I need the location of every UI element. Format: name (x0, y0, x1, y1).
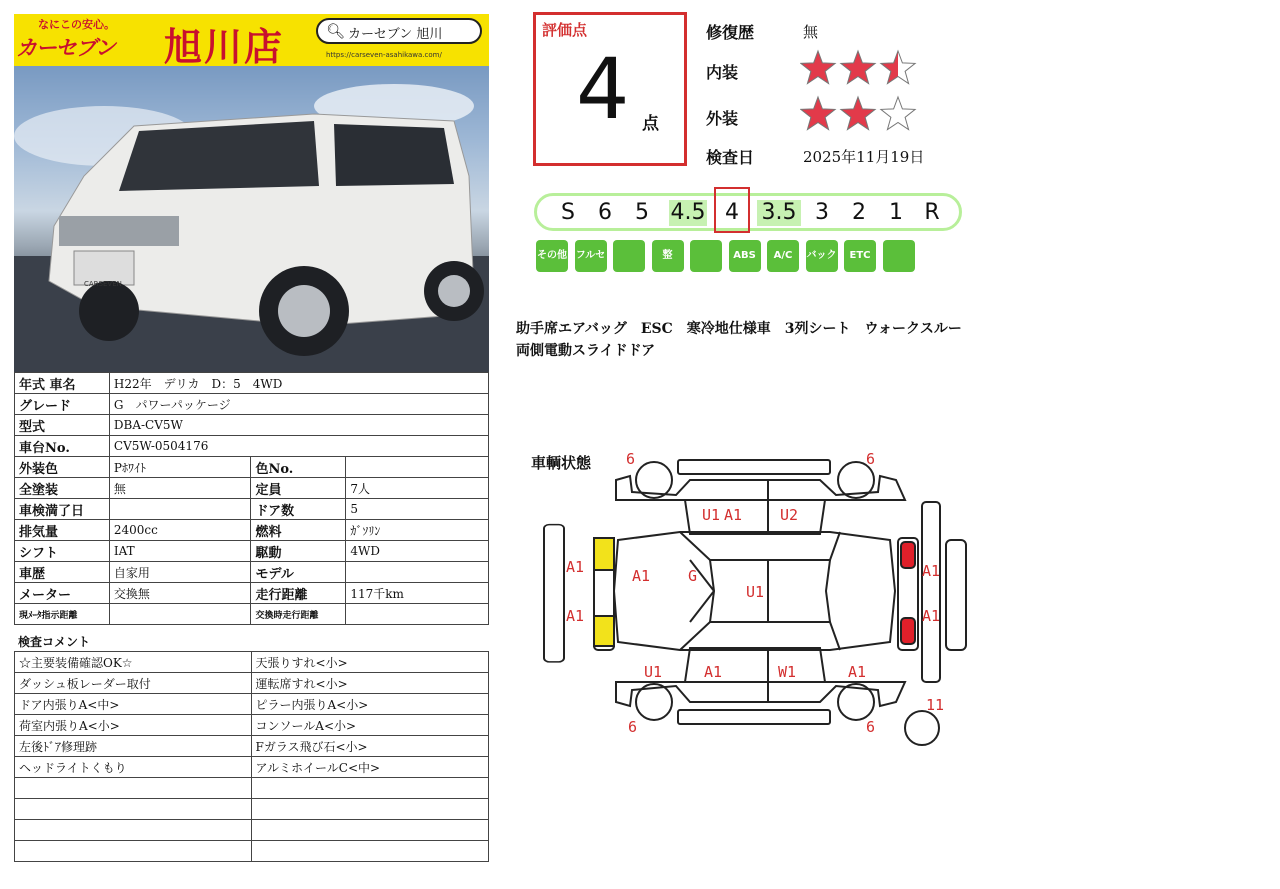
score-box (533, 12, 687, 166)
comment-cell: ☆主要装備確認OK☆ (15, 652, 252, 673)
mark-roof-mid: A1 (724, 506, 743, 524)
spec-value: 117千km (346, 583, 489, 604)
spec-value: 7人 (346, 478, 489, 499)
mark-rear-fender-left: A1 (848, 663, 867, 681)
comment-row (15, 715, 489, 736)
spec-label: 定員 (251, 478, 346, 499)
spec-label: メーター (15, 583, 110, 604)
store-name: 旭川店 (164, 25, 285, 69)
spec-value (109, 499, 251, 520)
grade-scale-item: 6 (598, 200, 612, 225)
option-icon-5: ABS (729, 240, 761, 272)
comment-cell: 天張りすれ<小> (251, 652, 488, 673)
exterior-label: 外装 (706, 109, 739, 128)
mark-front-door-left: A1 (704, 663, 723, 681)
comment-cell: アルミホイールC<中> (251, 757, 488, 778)
comment-cell (251, 820, 488, 841)
comment-row (15, 673, 489, 694)
spec-value: 自家用 (109, 562, 251, 583)
grade-scale-item: 3 (815, 200, 829, 225)
spec-value: 2400cc (109, 520, 251, 541)
spec-value: 5 (346, 499, 489, 520)
comment-cell: 左後ﾄﾞｱ修理跡 (15, 736, 252, 757)
grade-scale-item: R (924, 200, 940, 225)
spec-label: グレード (15, 394, 110, 415)
brand-logo: カーセブン (16, 36, 115, 60)
mark-front-fender-left: U1 (644, 663, 663, 681)
spec-table (14, 372, 489, 625)
option-icon-0: その他 ナビ (536, 240, 568, 272)
score-unit: 点 (642, 114, 659, 134)
comment-cell (251, 799, 488, 820)
option-icon-8: ETC (844, 240, 876, 272)
mark-wheel-rr: 6 (866, 718, 876, 736)
comment-row (15, 820, 489, 841)
repair-value: 無 (803, 23, 819, 41)
spec-label: 外装色 (15, 457, 110, 478)
comment-cell (15, 778, 252, 799)
score-value: 4 (576, 40, 630, 138)
plate-text: CARSEVEN (84, 280, 122, 288)
comments-header: 検査コメント (18, 635, 91, 649)
comment-row (15, 757, 489, 778)
spec-value (109, 604, 251, 625)
spec-label: 交換時走行距離 (251, 604, 346, 625)
spec-value: G パワーパッケージ (109, 394, 488, 415)
spec-label: 年式 車名 (15, 373, 110, 394)
spec-value (346, 457, 489, 478)
comment-row (15, 799, 489, 820)
search-icon: 🔍︎ (326, 22, 346, 40)
banner (14, 14, 489, 69)
date-value: 2025年11月19日 (803, 148, 925, 166)
repair-label: 修復歴 (706, 23, 755, 42)
spec-label: 燃料 (251, 520, 346, 541)
comment-row (15, 652, 489, 673)
spec-label: 駆動 (251, 541, 346, 562)
car-photo (14, 14, 489, 372)
spec-value: ｶﾞｿﾘﾝ (346, 520, 489, 541)
grade-selected-marker (714, 187, 750, 233)
search-text: カーセブン 旭川 (348, 27, 443, 42)
car-illustration (14, 66, 489, 372)
exterior-stars (800, 94, 920, 134)
option-icon-9 (883, 240, 915, 272)
mark-rear-door-left: W1 (778, 663, 797, 681)
grade-scale-item: 2 (852, 200, 866, 225)
mark-rear-bumper-upper: A1 (922, 562, 941, 580)
grade-scale-item: 4.5 (670, 200, 706, 225)
spec-label: 車歴 (15, 562, 110, 583)
comments-table (14, 651, 489, 862)
option-icon-6: A/C (767, 240, 799, 272)
spec-value: CV5W-0504176 (109, 436, 488, 457)
grade-scale-item: 4 (725, 200, 739, 225)
interior-stars (800, 48, 920, 88)
mark-roof: U1 (746, 583, 765, 601)
spec-label: 全塗装 (15, 478, 110, 499)
grade-scale-item: S (561, 200, 575, 225)
mark-spare: 11 (926, 696, 945, 714)
diagram-label: 車輌状態 (531, 454, 592, 472)
mark-hood: A1 (632, 567, 651, 585)
spec-value: IAT (109, 541, 251, 562)
comment-cell: ドア内張りA<中> (15, 694, 252, 715)
comment-cell (15, 799, 252, 820)
spec-value: Pﾎﾜｲﾄ (109, 457, 251, 478)
comment-cell: ピラー内張りA<小> (251, 694, 488, 715)
comment-cell (251, 841, 488, 862)
score-label: 評価点 (542, 21, 588, 39)
comment-cell: 運転席すれ<小> (251, 673, 488, 694)
spec-label: 色No. (251, 457, 346, 478)
banner-url: https://carseven-asahikawa.com/ (326, 51, 442, 59)
spec-value: H22年 デリカ D：5 4WD (109, 373, 488, 394)
mark-windshield: G (688, 567, 698, 585)
grade-scale-item: 1 (889, 200, 903, 225)
spec-label: 車台No. (15, 436, 110, 457)
comment-row (15, 736, 489, 757)
spec-label: 車検満了日 (15, 499, 110, 520)
option-icon-1: フルセグ TV (575, 240, 607, 272)
spec-value (346, 562, 489, 583)
spare-wheel-icon (905, 711, 939, 745)
comment-cell (15, 841, 252, 862)
mark-roof-front: U1 (702, 506, 721, 524)
spec-label: 走行距離 (251, 583, 346, 604)
mark-front-bumper-upper: A1 (566, 558, 585, 576)
comment-cell: コンソールA<小> (251, 715, 488, 736)
spec-label: 排気量 (15, 520, 110, 541)
mark-wheel-rl: 6 (628, 718, 638, 736)
comment-cell (251, 778, 488, 799)
spec-value: 4WD (346, 541, 489, 562)
spec-label: モデル (251, 562, 346, 583)
comment-row (15, 841, 489, 862)
mark-rear-bumper-lower: A1 (922, 607, 941, 625)
spec-label: シフト (15, 541, 110, 562)
mark-wheel-fr: 6 (866, 450, 876, 468)
mark-front-bumper-lower: A1 (566, 607, 585, 625)
comment-cell: ヘッドライトくもり (15, 757, 252, 778)
interior-label: 内装 (706, 63, 739, 82)
spec-value: 交換無 (109, 583, 251, 604)
spec-value: DBA-CV5W (109, 415, 488, 436)
date-label: 検査日 (706, 148, 755, 167)
comment-cell: ダッシュ板レーダー取付 (15, 673, 252, 694)
comment-cell (15, 820, 252, 841)
star-outline-icon (881, 97, 915, 130)
option-icon-2 (613, 240, 645, 272)
spec-label: 現ﾒｰﾀ指示距離 (15, 604, 110, 625)
mark-wheel-fl: 6 (626, 450, 636, 468)
comment-row (15, 778, 489, 799)
banner-tagline: なにこの安心。 (38, 18, 115, 31)
grade-scale-item: 3.5 (757, 200, 801, 226)
spec-value (346, 604, 489, 625)
comment-cell: Fガラス飛び石<小> (251, 736, 488, 757)
option-icon-7: バック カメラ (806, 240, 838, 272)
comment-cell: 荷室内張りA<小> (15, 715, 252, 736)
car-condition-diagram (530, 440, 980, 760)
spec-label: ドア数 (251, 499, 346, 520)
option-icon-4 (690, 240, 722, 272)
comment-row (15, 694, 489, 715)
option-icon-3: 整 (652, 240, 684, 272)
spec-value: 無 (109, 478, 251, 499)
grade-scale-item: 5 (635, 200, 649, 225)
search-box[interactable] (316, 18, 482, 44)
features-text: 助手席エアバッグ ESC 寒冷地仕様車 3列シート ウォークスルー 両側電動スライドドア (516, 321, 976, 359)
mark-roof-rear: U2 (780, 506, 799, 524)
spec-label: 型式 (15, 415, 110, 436)
